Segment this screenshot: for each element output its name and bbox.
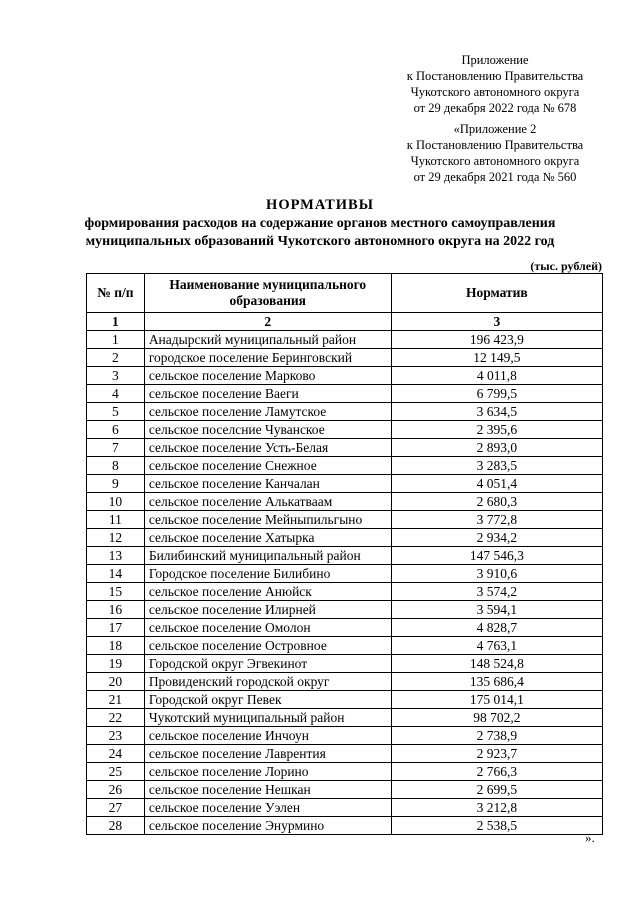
municipality-name: Анадырский муниципальный район [144,331,391,349]
normative-value: 4 828,7 [391,619,602,637]
row-number: 4 [87,385,145,403]
normative-value: 2 699,5 [391,781,602,799]
header-number: № п/п [87,274,145,313]
table-row [87,655,603,673]
table-row [87,583,603,601]
municipality-name: Провиденский городской округ [144,673,391,691]
municipality-name: Городской округ Эгвекинот [144,655,391,673]
municipality-name: Городской округ Певек [144,691,391,709]
row-number: 10 [87,493,145,511]
annex-line: к Постановлению Правительства [406,138,584,152]
column-number: 2 [144,313,391,331]
normative-value: 135 686,4 [391,673,602,691]
document-title: НОРМАТИВЫ [266,197,374,213]
table-row [87,709,603,727]
row-number: 2 [87,349,145,367]
table-row [87,745,603,763]
municipality-name: сельское поселение Канчалан [144,475,391,493]
table-row [87,421,603,439]
municipality-name: сельское поселение Лорино [144,763,391,781]
municipality-name: сельское поселение Мейныпильгыно [144,511,391,529]
row-number: 8 [87,457,145,475]
annex-line: «Приложение 2 [453,122,537,136]
table-row [87,403,603,421]
row-number: 15 [87,583,145,601]
normative-value: 3 574,2 [391,583,602,601]
table-row [87,817,603,835]
closing-quote: ». [585,830,595,845]
municipality-name: сельское поселсние Чуванское [144,421,391,439]
table-row [87,781,603,799]
normative-value: 3 634,5 [391,403,602,421]
table-row [87,763,603,781]
table-row [87,727,603,745]
row-number: 17 [87,619,145,637]
municipality-name: сельское поселение Островное [144,637,391,655]
normative-value: 4 011,8 [391,367,602,385]
normative-value: 4 763,1 [391,637,602,655]
normative-value: 2 680,3 [391,493,602,511]
annex-line: Приложение [461,53,529,67]
municipality-name: сельское поселение Анюйск [144,583,391,601]
row-number: 11 [87,511,145,529]
row-number: 28 [87,817,145,835]
normative-value: 147 546,3 [391,547,602,565]
table-row [87,493,603,511]
row-number: 25 [87,763,145,781]
row-number: 7 [87,439,145,457]
municipality-name: сельское поселение Уэлен [144,799,391,817]
annex-line: к Постановлению Правительства [406,69,584,83]
row-number: 19 [87,655,145,673]
row-number: 23 [87,727,145,745]
municipality-name: сельское поселение Энурмино [144,817,391,835]
normative-value: 2 934,2 [391,529,602,547]
normative-value: 3 212,8 [391,799,602,817]
normative-value: 2 395,6 [391,421,602,439]
row-number: 27 [87,799,145,817]
table-row [87,511,603,529]
table-row [87,439,603,457]
normative-value: 148 524,8 [391,655,602,673]
table-row [87,349,603,367]
normative-value: 3 594,1 [391,601,602,619]
column-number: 1 [87,313,145,331]
column-number: 3 [391,313,602,331]
table-row [87,619,603,637]
normative-value: 12 149,5 [391,349,602,367]
municipality-name: сельское поселение Ваеги [144,385,391,403]
table-row [87,637,603,655]
table-row [87,565,603,583]
table-row [87,673,603,691]
municipality-name: сельское поселение Снежное [144,457,391,475]
normative-value: 2 738,9 [391,727,602,745]
annex-line: Чукотского автономного округа [410,154,580,168]
table-header-row [87,274,603,313]
document-subtitle [0,215,640,251]
column-number-row [87,313,603,331]
row-number: 1 [87,331,145,349]
annex-reference-original [360,121,630,185]
normative-value: 3 910,6 [391,565,602,583]
normative-value: 98 702,2 [391,709,602,727]
normative-value: 3 772,8 [391,511,602,529]
row-number: 12 [87,529,145,547]
table-row [87,547,603,565]
normative-value: 3 283,5 [391,457,602,475]
municipality-name: Билибинский муниципальный район [144,547,391,565]
row-number: 26 [87,781,145,799]
annex-line: от 29 декабря 2021 года № 560 [413,170,577,184]
row-number: 20 [87,673,145,691]
municipality-name: сельское поселение Омолон [144,619,391,637]
normative-value: 6 799,5 [391,385,602,403]
row-number: 24 [87,745,145,763]
row-number: 5 [87,403,145,421]
municipality-name: сельское поселение Хатырка [144,529,391,547]
row-number: 9 [87,475,145,493]
normative-value: 4 051,4 [391,475,602,493]
row-number: 3 [87,367,145,385]
row-number: 22 [87,709,145,727]
table-row [87,385,603,403]
municipality-name: сельское поселение Лаврентия [144,745,391,763]
header-normative: Норматив [391,274,602,313]
table-row [87,691,603,709]
table-row [87,457,603,475]
municipality-name: Чукотский муниципальный район [144,709,391,727]
annex-line: от 29 декабря 2022 года № 678 [413,101,577,115]
municipality-name: сельское поселение Нешкан [144,781,391,799]
header-name: Наименование муниципального образования [144,274,391,313]
annex-line: Чукотского автономного округа [410,85,580,99]
municipality-name: сельское поселение Алькатваам [144,493,391,511]
municipality-name: сельское поселение Ламутское [144,403,391,421]
row-number: 6 [87,421,145,439]
row-number: 14 [87,565,145,583]
municipality-name: сельское поселение Марково [144,367,391,385]
normative-value: 175 014,1 [391,691,602,709]
table-row [87,529,603,547]
municipality-name: городское поселение Беринговский [144,349,391,367]
row-number: 16 [87,601,145,619]
normative-value: 2 766,3 [391,763,602,781]
units-label: (тыс. рублей) [530,259,602,273]
municipality-name: Городское поселение Билибино [144,565,391,583]
municipality-name: сельское поселение Усть-Белая [144,439,391,457]
normative-value: 2 538,5 [391,817,602,835]
normatives-table [86,273,603,835]
table-row [87,331,603,349]
row-number: 18 [87,637,145,655]
table-row [87,367,603,385]
normative-value: 2 923,7 [391,745,602,763]
table-row [87,475,603,493]
normative-value: 2 893,0 [391,439,602,457]
subtitle-line: формирования расходов на содержание органов местного самоуправления [84,216,556,231]
row-number: 21 [87,691,145,709]
row-number: 13 [87,547,145,565]
municipality-name: сельское поселение Инчоун [144,727,391,745]
subtitle-line: муниципальных образований Чукотского автономного округа на 2022 год [85,234,555,249]
normative-value: 196 423,9 [391,331,602,349]
municipality-name: сельское поселение Илирней [144,601,391,619]
table-row [87,799,603,817]
table-row [87,601,603,619]
annex-reference [360,52,630,116]
